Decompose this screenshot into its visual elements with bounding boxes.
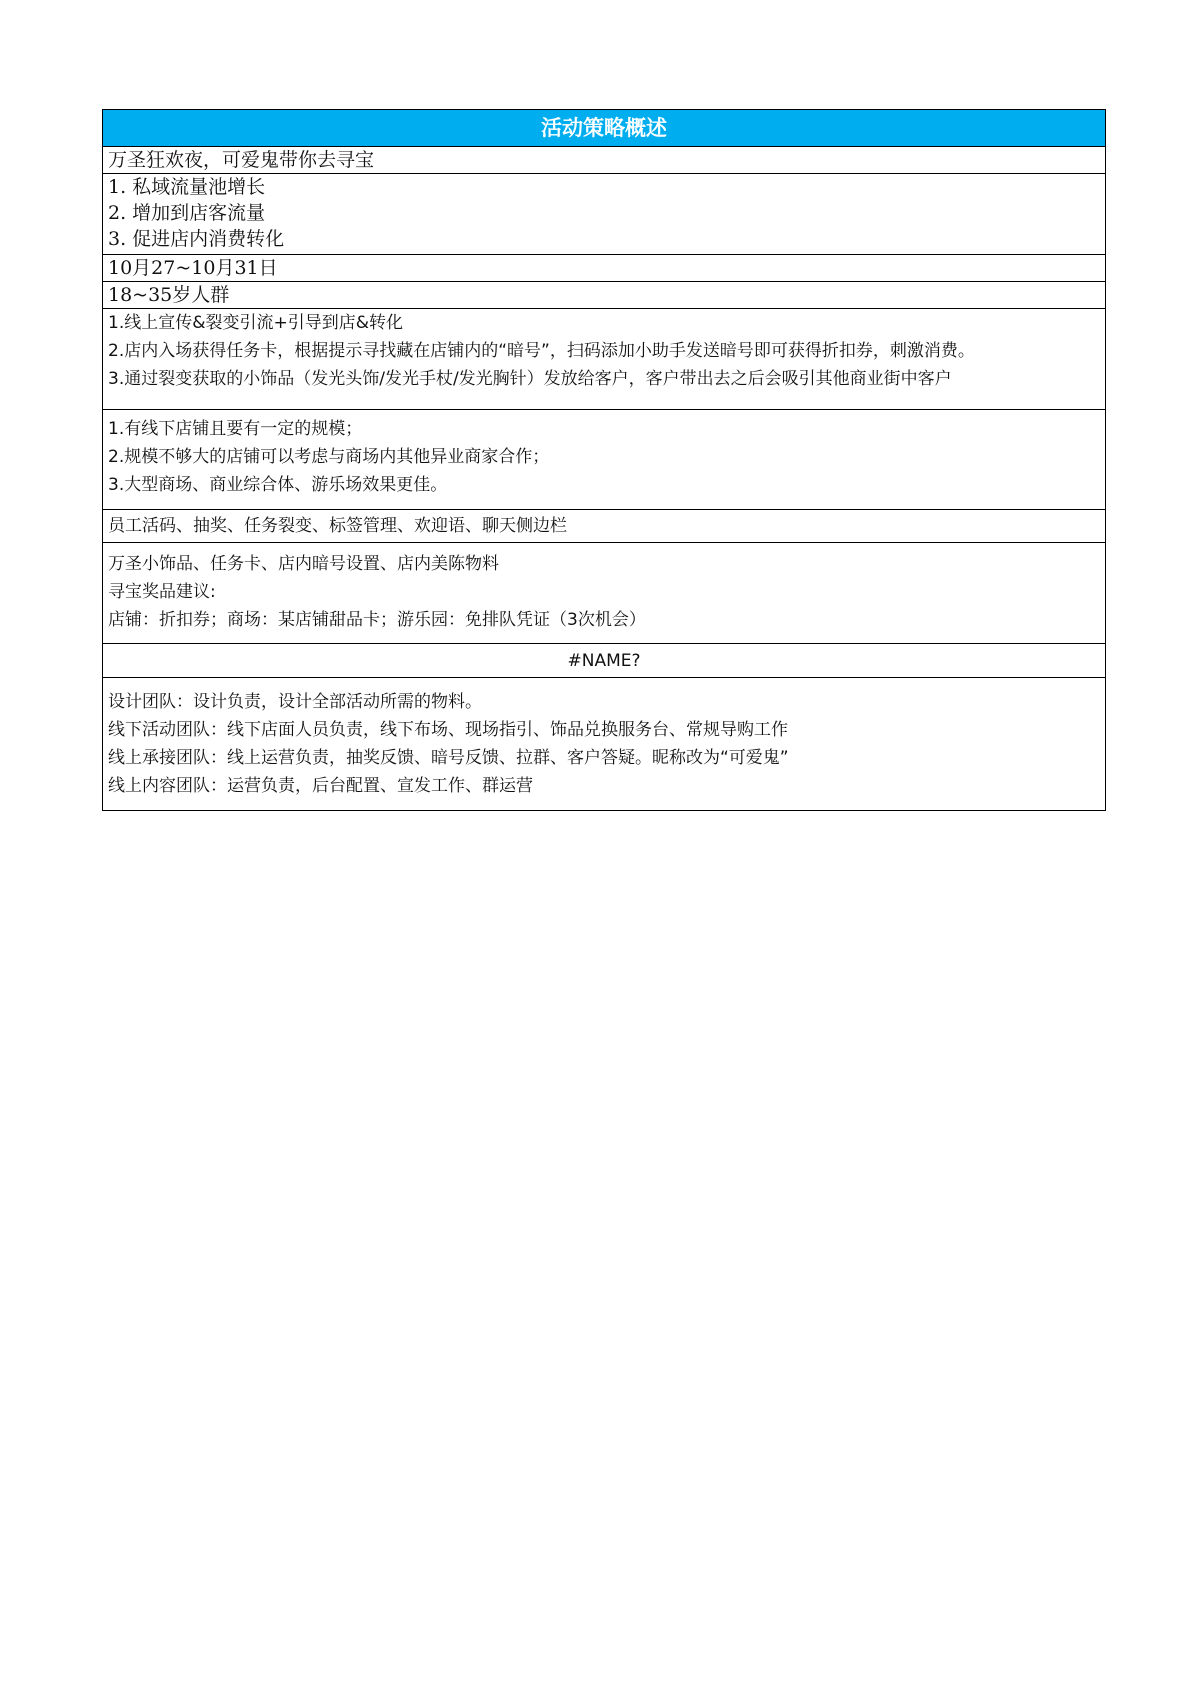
tools-text: 员工活码、抽奖、任务裂变、标签管理、欢迎语、聊天侧边栏: [108, 516, 567, 536]
audience-text: 18~35岁人群: [108, 284, 230, 306]
row-date: [103, 254, 1105, 281]
row-tools: [103, 509, 1105, 542]
material-item: 寻宝奖品建议:: [108, 582, 216, 602]
row-requirements: [103, 409, 1105, 509]
name-error-text: #NAME?: [567, 651, 641, 671]
sheet-header: [103, 110, 1105, 146]
material-item: 店铺：折扣券；商场：某店铺甜品卡；游乐园：免排队凭证（3次机会）: [108, 610, 646, 630]
team-item: 线上承接团队：线上运营负责，抽奖反馈、暗号反馈、拉群、客户答疑。昵称改为“可爱鬼”: [108, 748, 789, 768]
goal-item: 1. 私域流量池增长: [108, 176, 266, 198]
row-name-error: [103, 643, 1105, 677]
requirement-item: 1.有线下店铺且要有一定的规模；: [108, 419, 363, 439]
theme-text: 万圣狂欢夜，可爱鬼带你去寻宝: [108, 149, 375, 171]
team-item: 线上内容团队：运营负责，后台配置、宣发工作、群运营: [108, 776, 533, 796]
method-item: 1.线上宣传&裂变引流+引导到店&转化: [108, 313, 403, 333]
row-theme: [103, 146, 1105, 173]
goal-item: 3. 促进店内消费转化: [108, 228, 285, 250]
sheet-title: 活动策略概述: [541, 116, 667, 140]
goal-item: 2. 增加到店客流量: [108, 202, 266, 224]
row-method: [103, 308, 1105, 409]
requirement-item: 2.规模不够大的店铺可以考虑与商场内其他异业商家合作；: [108, 447, 550, 467]
method-item: 2.店内入场获得任务卡，根据提示寻找藏在店铺内的“暗号”，扫码添加小助手发送暗号即可获得折扣券，刺激消费。: [108, 341, 975, 361]
team-item: 设计团队：设计负责，设计全部活动所需的物料。: [108, 692, 482, 712]
material-item: 万圣小饰品、任务卡、店内暗号设置、店内美陈物料: [108, 554, 499, 574]
requirement-item: 3.大型商场、商业综合体、游乐场效果更佳。: [108, 475, 448, 495]
row-audience: [103, 281, 1105, 308]
row-team: [103, 677, 1105, 810]
row-goals: [103, 173, 1105, 254]
method-item: 3.通过裂变获取的小饰品（发光头饰/发光手杖/发光胸针）发放给客户，客户带出去之后会吸引其他商业街中客户: [108, 369, 952, 389]
team-item: 线下活动团队：线下店面人员负责，线下布场、现场指引、饰品兑换服务台、常规导购工作: [108, 720, 788, 740]
row-materials: [103, 542, 1105, 643]
strategy-sheet: [102, 109, 1106, 811]
date-text: 10月27~10月31日: [108, 257, 278, 279]
